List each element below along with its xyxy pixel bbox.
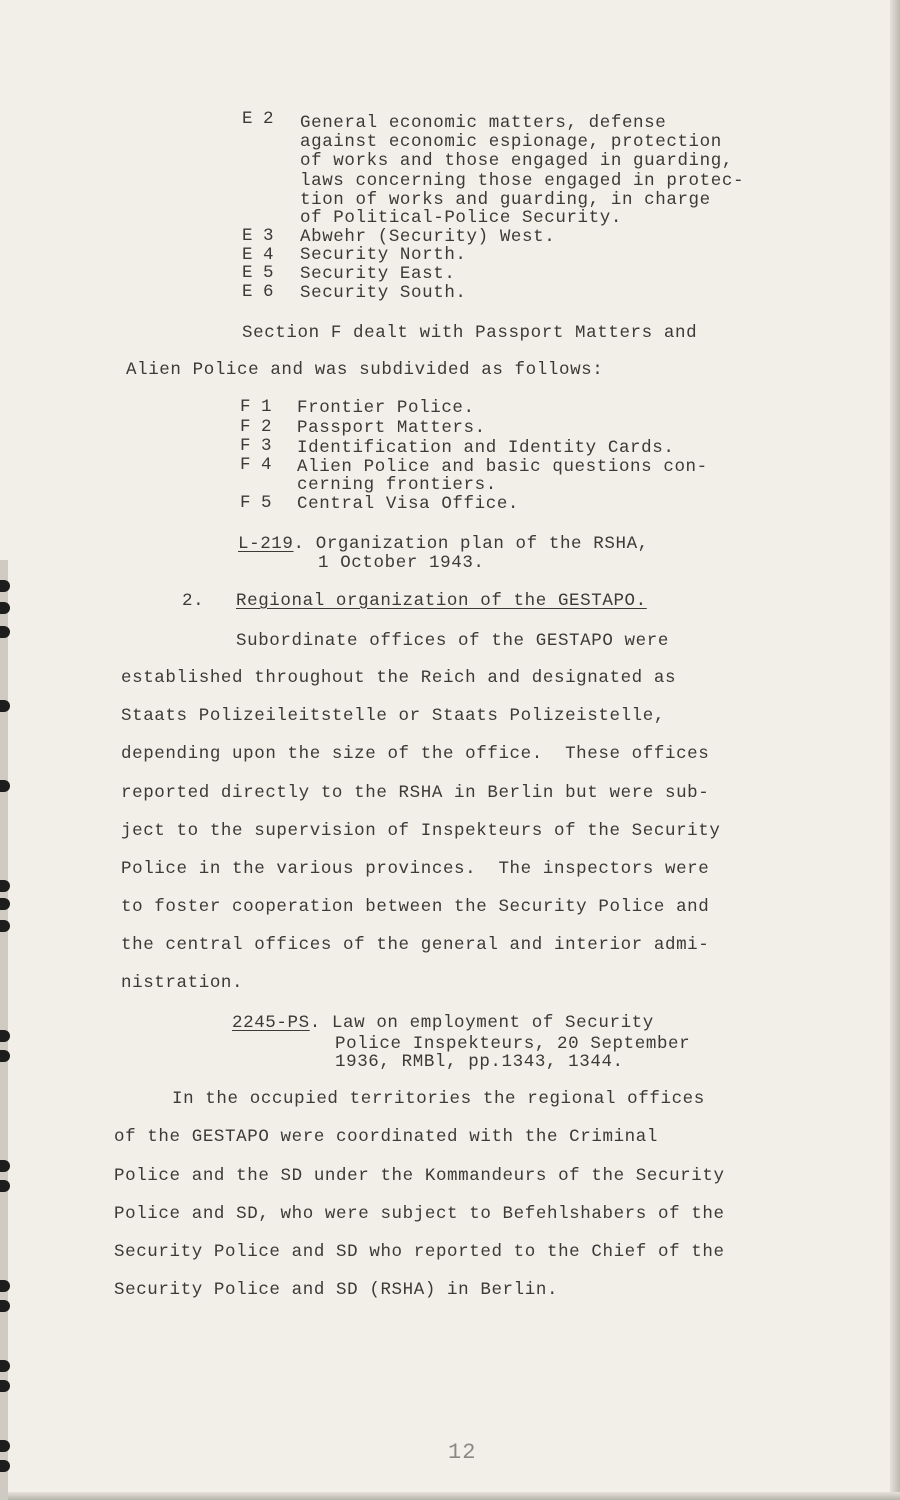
binder-holes (0, 580, 14, 1500)
section-f-intro: Alien Police and was subdivided as follows: (126, 360, 604, 380)
paragraph-line: Police and SD, who were subject to Befehlshabers of the (114, 1204, 725, 1224)
item-code: E 6 (242, 282, 274, 302)
citation-text: 1 October 1943. (318, 553, 485, 573)
binder-hole (0, 602, 10, 614)
item-text-line: of Political-Police Security. (300, 208, 622, 228)
item-code: F 2 (240, 417, 272, 437)
paragraph-line: Subordinate offices of the GESTAPO were (236, 631, 669, 651)
paragraph-line: Security Police and SD who reported to the Chief of the (114, 1242, 725, 1262)
binder-hole (0, 920, 10, 932)
citation-ref: 2245-PS (232, 1013, 310, 1033)
paragraph-line: to foster cooperation between the Security Police and (121, 897, 710, 917)
item-text-line: Security North. (300, 245, 467, 265)
heading-number: 2. (182, 591, 205, 611)
page-number: 12 (448, 1440, 477, 1465)
paragraph-line: of the GESTAPO were coordinated with the Criminal (114, 1127, 658, 1147)
binder-hole (0, 1160, 10, 1172)
item-code: E 2 (242, 109, 274, 129)
paragraph-line: ject to the supervision of Inspekteurs of the Security (121, 821, 721, 841)
item-code: F 3 (240, 436, 272, 456)
paragraph-line: Police and the SD under the Kommandeurs of the Security (114, 1166, 725, 1186)
page-edge-bottom (0, 1492, 900, 1500)
item-code: E 5 (242, 263, 274, 283)
section-f-intro: Section F dealt with Passport Matters and (242, 323, 698, 343)
paragraph-line: established throughout the Reich and designated as (121, 668, 677, 688)
binder-hole (0, 1300, 10, 1312)
item-code: E 3 (242, 226, 274, 246)
item-text-line: General economic matters, defense (300, 113, 667, 133)
item-text-line: Security South. (300, 283, 467, 303)
binder-hole (0, 780, 10, 792)
binder-hole (0, 1460, 10, 1472)
item-text-line: Frontier Police. (297, 398, 475, 418)
item-code: F 4 (240, 455, 272, 475)
binder-hole (0, 1380, 10, 1392)
item-text-line: Security East. (300, 264, 456, 284)
section-heading: Regional organization of the GESTAPO. (236, 591, 647, 611)
paragraph-line: Security Police and SD (RSHA) in Berlin. (114, 1280, 559, 1300)
item-text-line: Abwehr (Security) West. (300, 227, 556, 247)
citation-text: Police Inspekteurs, 20 September (335, 1034, 691, 1054)
binder-hole (0, 580, 10, 592)
item-text-line: Passport Matters. (297, 418, 486, 438)
citation-text: 1936, RMBl, pp.1343, 1344. (335, 1052, 624, 1072)
item-text-line: cerning frontiers. (297, 475, 497, 495)
binder-hole (0, 1360, 10, 1372)
item-text-line: Central Visa Office. (297, 494, 520, 514)
page-edge-right (890, 0, 900, 1500)
item-code: F 1 (240, 397, 272, 417)
paragraph-line: Police in the various provinces. The inspectors were (121, 859, 710, 879)
paragraph-line: reported directly to the RSHA in Berlin but were sub- (121, 783, 710, 803)
paragraph-line: depending upon the size of the office. These offices (121, 744, 710, 764)
binder-hole (0, 880, 10, 892)
binder-hole (0, 1180, 10, 1192)
paragraph-line: Staats Polizeileitstelle or Staats Polizeistelle, (121, 706, 665, 726)
binder-hole (0, 1030, 10, 1042)
item-text-line: laws concerning those engaged in protec- (300, 171, 745, 191)
item-code: E 4 (242, 245, 274, 265)
binder-hole (0, 700, 10, 712)
citation-text: . Organization plan of the RSHA, (293, 534, 649, 554)
binder-hole (0, 898, 10, 910)
paragraph-line: the central offices of the general and interior admi- (121, 935, 710, 955)
binder-hole (0, 1050, 10, 1062)
item-text-line: against economic espionage, protection (300, 132, 722, 152)
citation-text: . Law on employment of Security (309, 1013, 654, 1033)
binder-hole (0, 1280, 10, 1292)
binder-hole (0, 626, 10, 638)
item-text-line: of works and those engaged in guarding, (300, 151, 733, 171)
item-text-line: tion of works and guarding, in charge (300, 190, 711, 210)
citation-ref: L-219 (238, 534, 294, 554)
item-code: F 5 (240, 493, 272, 513)
item-text-line: Identification and Identity Cards. (297, 438, 675, 458)
paragraph-line: In the occupied territories the regional offices (172, 1089, 705, 1109)
item-text-line: Alien Police and basic questions con- (297, 457, 708, 477)
binder-hole (0, 1440, 10, 1452)
paragraph-line: nistration. (121, 973, 244, 993)
